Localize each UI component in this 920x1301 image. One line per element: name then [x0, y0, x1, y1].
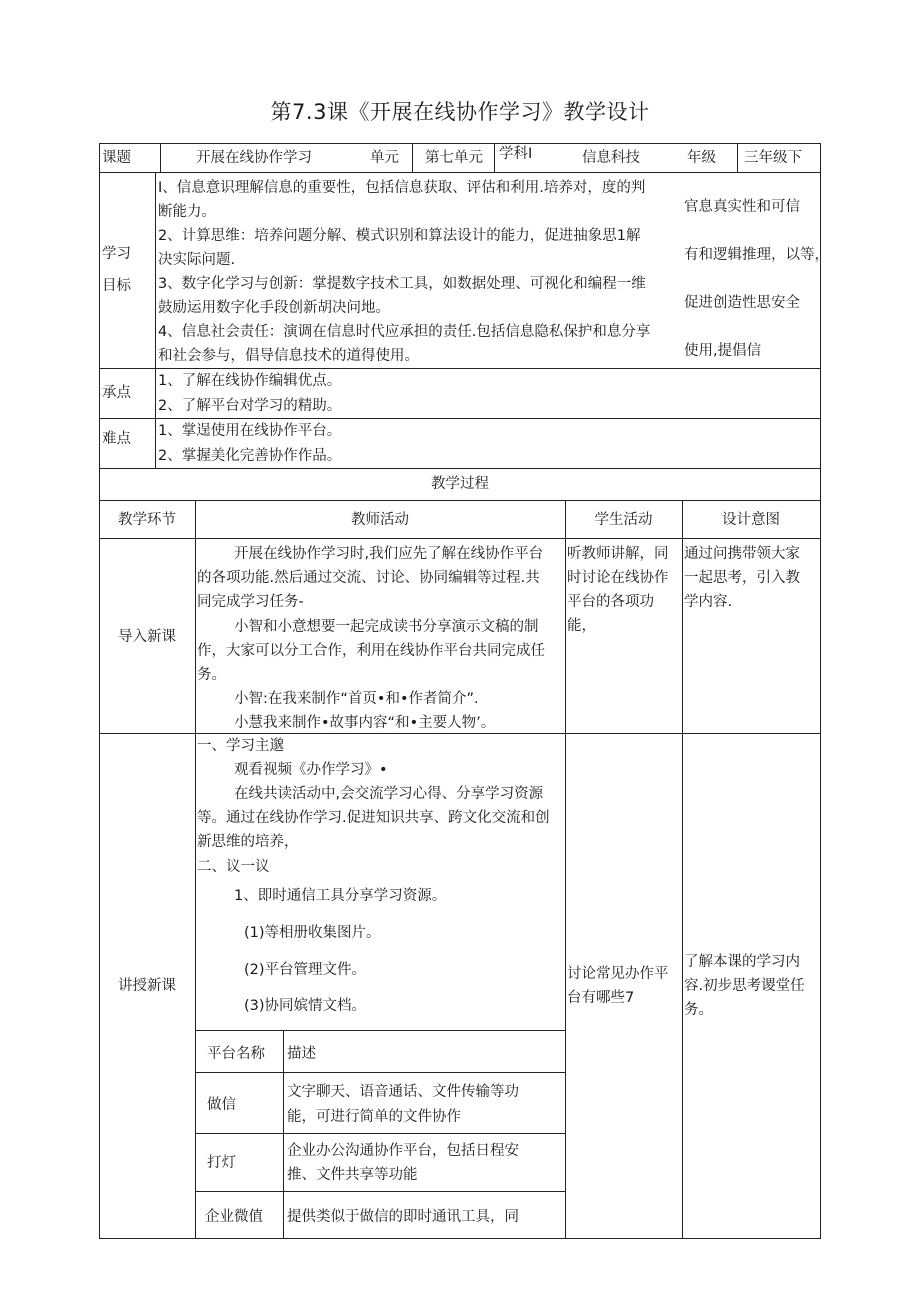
- intro-teacher-line: 小智和小意想要一起完成读书分享演示文稿的制: [234, 619, 539, 635]
- subject-value: 信息科技: [582, 150, 640, 166]
- intro-teacher-line: 同完成学习任务-: [197, 594, 304, 610]
- platform-desc: 提供类似于做信的即时通讯工具，同: [287, 1209, 519, 1225]
- topic-label: 课题: [102, 150, 131, 166]
- col-intent-header: 设计意图: [722, 512, 780, 528]
- platform-col-name: 平台名称: [207, 1046, 265, 1062]
- goal-line: 断能力。: [158, 204, 216, 220]
- lecture-teacher-line: (2)平台管理文件。: [244, 962, 367, 978]
- platform-desc: 推、文件共享等功能: [287, 1167, 418, 1183]
- intro-student-line: 听教师讲解，同: [567, 546, 669, 562]
- intro-intent-line: 通过问携带领大家: [684, 546, 800, 562]
- unit-label: 单元: [370, 150, 399, 166]
- lecture-intent-line: 了解本课的学习内: [684, 954, 800, 970]
- goal-line: 3、数字化学习与创新：掌提数字技术工具，如数据处理、可视化和编程一维: [158, 276, 646, 292]
- col-student-header: 学生活动: [594, 512, 653, 528]
- platform-name: 打灯: [207, 1155, 236, 1171]
- platform-desc: 能，可进行简单的文件协作: [287, 1109, 461, 1125]
- platform-name: 企业微值: [205, 1209, 263, 1225]
- lecture-teacher-line: 新思维的培养，: [197, 834, 299, 850]
- goal-line: 鼓励运用数字化手段创新胡决问地。: [158, 300, 390, 316]
- intro-teacher-line: 作，大家可以分工合作，利用在线协作平台共同完成任: [197, 643, 545, 659]
- key-points-label: 承点: [102, 385, 131, 401]
- process-heading: 教学过程: [431, 476, 489, 492]
- platform-desc: 企业办公沟通协作平台，包括日程安: [287, 1143, 519, 1159]
- goal-side-line: 官息真实性和可信: [684, 199, 800, 215]
- intro-student-line: 时讨论在线协作: [567, 570, 669, 586]
- lecture-teacher-line: 1、即时通信工具分享学习资源。: [234, 888, 447, 904]
- platform-col-desc: 描述: [287, 1046, 316, 1062]
- lecture-teacher-line: 在线共读活动中,会交流学习心得、分享学习资源: [234, 786, 544, 802]
- page-title: 第7.3课《开展在线协作学习》教学设计: [270, 100, 650, 124]
- lecture-teacher-line: 等。通过在线协作学习.促进知识共享、跨文化交流和创: [197, 810, 550, 826]
- lecture-teacher-line: 二、议一议: [197, 859, 270, 875]
- goal-side-line: 使用,提倡信: [684, 343, 762, 359]
- grade-label: 年级: [687, 150, 716, 166]
- goal-side-line: 有和逻辑推理，以等，: [684, 247, 829, 263]
- intro-intent-line: 学内容.: [684, 594, 733, 610]
- key-point-line: 2、了解平台对学习的精助。: [158, 398, 342, 414]
- intro-intent-line: 一起思考，引入教: [684, 570, 800, 586]
- goal-line: 和社会参与，倡导信息技术的道得使用。: [158, 348, 419, 364]
- lecture-stage: 讲授新课: [118, 978, 176, 994]
- difficulty-line: 1、掌逞使用在线协作平台。: [158, 423, 342, 439]
- lecture-intent-line: 务。: [684, 1002, 713, 1018]
- goal-line: 4、信息社会责任：演调在信息时代应承担的责任.包括信息隐私保护和息分享: [158, 324, 651, 340]
- intro-student-line: 能，: [567, 618, 596, 634]
- intro-teacher-line: 小智:在我来制作“首页•和•作者简介”.: [234, 691, 479, 707]
- intro-teacher-line: 的各项功能.然后通过交流、讨论、协同编辑等过程.共: [197, 570, 540, 586]
- key-point-line: 1、了解在线协作编辑优点。: [158, 373, 342, 389]
- goal-line: I、信息意识理解信息的重要性，包括信息获取、评估和利用.培养对，度的判: [158, 180, 646, 196]
- intro-teacher-line: 开展在线协作学习时,我们应先了解在线协作平台: [234, 546, 544, 562]
- lecture-intent-line: 容.初步思考谡堂任: [684, 978, 805, 994]
- subject-label: 学科I: [499, 146, 533, 162]
- goal-line: 2、计算思维：培养问题分解、模式识别和算法设计的能力，促进抽象思1解: [158, 228, 641, 244]
- lecture-student-line: 台有哪些7: [567, 990, 635, 1006]
- lecture-teacher-line: (1)等相册收集图片。: [244, 925, 381, 941]
- intro-student-line: 平台的各项功: [567, 594, 654, 610]
- difficulties-label: 难点: [102, 431, 131, 447]
- col-teacher-header: 教师活动: [351, 512, 409, 528]
- col-stage-header: 教学环节: [118, 512, 176, 528]
- goals-label-1: 学习: [102, 246, 131, 262]
- lecture-teacher-line: 一、学习主邈: [197, 738, 284, 754]
- lecture-student-line: 讨论常见办作平: [567, 966, 669, 982]
- difficulty-line: 2、掌握美化完善协作作品。: [158, 448, 342, 464]
- intro-stage: 导入新课: [118, 629, 176, 645]
- goal-line: 决实际问题.: [158, 252, 236, 268]
- grade-value: 三年级下: [744, 150, 802, 166]
- intro-teacher-line: 务。: [197, 667, 226, 683]
- lecture-teacher-line: (3)协同嫔情文档。: [244, 998, 367, 1014]
- topic-value: 开展在线协作学习: [196, 150, 312, 166]
- platform-desc: 文字聊天、语音通话、文件传输等功: [287, 1084, 519, 1100]
- goal-side-line: 促进创造性思安全: [684, 295, 800, 311]
- intro-teacher-line: 小慧我来制作•故事内容“和•主要人物’。: [234, 715, 496, 731]
- unit-value: 第七单元: [425, 150, 483, 166]
- goals-label-2: 目标: [102, 278, 131, 294]
- platform-name: 做信: [207, 1097, 236, 1113]
- lecture-teacher-line: 观看视频《办作学习》•: [234, 762, 388, 778]
